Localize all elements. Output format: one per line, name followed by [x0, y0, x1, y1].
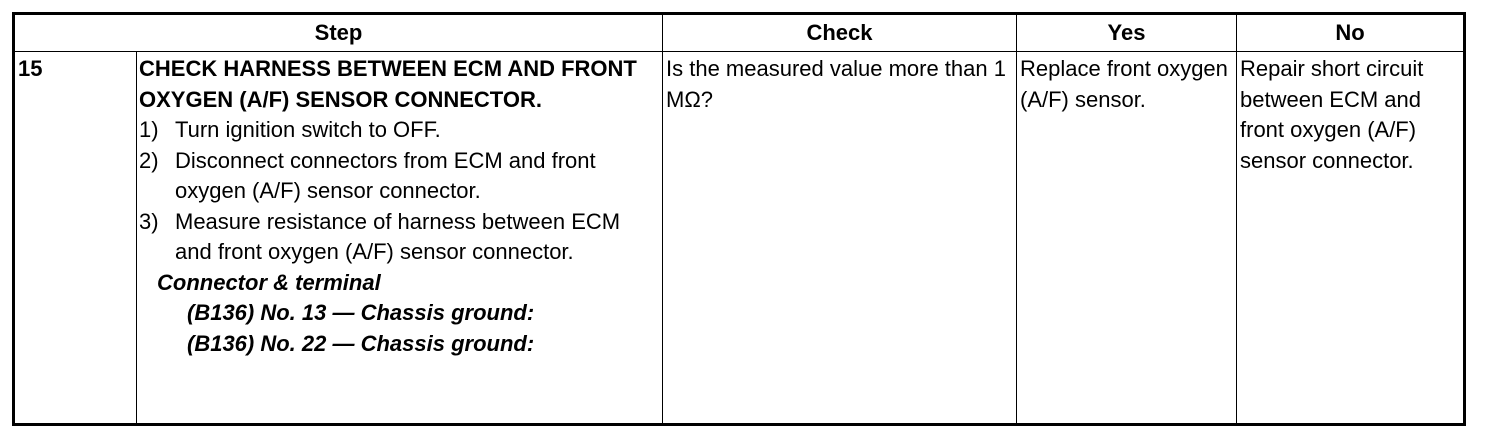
substep-text: Disconnect connectors from ECM and front oxygen (A/F) sensor connector. [175, 147, 596, 203]
yes-cell: Replace front oxygen (A/F) sensor. [1017, 52, 1237, 425]
substep-text: Turn ignition switch to OFF. [175, 117, 441, 142]
header-yes: Yes [1017, 14, 1237, 52]
step-number: 15 [14, 52, 137, 425]
step-cell [137, 52, 663, 425]
header-step: Step [14, 14, 663, 52]
terminal-line: (B136) No. 22 — Chassis ground: [187, 330, 535, 356]
substep-number: 3) [139, 208, 159, 234]
substep-text: Measure resistance of harness between ECM and front oxygen (A/F) sensor connector. [175, 208, 621, 264]
terminal-line: (B136) No. 13 — Chassis ground: [187, 300, 535, 325]
substep-item [139, 146, 656, 207]
step-title: CHECK HARNESS BETWEEN ECM AND FRONT OXYGEN (A/F) SENSOR CONNECTOR. [139, 56, 637, 112]
table-row [14, 52, 1465, 425]
header-check: Check [663, 14, 1017, 52]
check-cell: Is the measured value more than 1 MΩ? [663, 52, 1017, 425]
connector-heading: Connector & terminal [157, 269, 381, 295]
substep-number: 2) [139, 147, 159, 173]
header-row [14, 14, 1465, 52]
substep-item [139, 207, 656, 268]
substep-number: 1) [139, 117, 159, 142]
header-no: No [1237, 14, 1465, 52]
substep-list [139, 115, 656, 268]
substep-item [139, 115, 656, 146]
no-cell: Repair short circuit between ECM and front oxygen (A/F) sensor connector. [1237, 52, 1465, 425]
diagnostic-table [12, 12, 1466, 426]
